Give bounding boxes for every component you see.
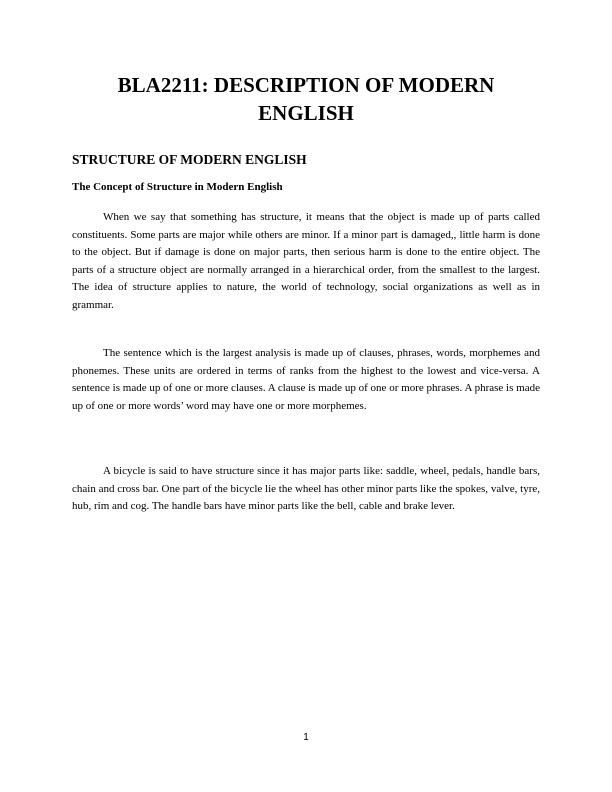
- document-title: BLA2211: DESCRIPTION OF MODERN ENGLISH: [117, 73, 495, 125]
- paragraph-bicycle-example: A bicycle is said to have structure since it has major parts like: saddle, wheel, pedals, handle bars, chain and cross bar. One part of the bicycle lie the wheel has other minor parts like the spokes, valve, tyre, hub, rim and cog. The handle bars have minor parts like the bell, cable and brake lever.: [72, 465, 540, 513]
- section-heading: STRUCTURE OF MODERN ENGLISH: [72, 152, 307, 167]
- sub-heading: The Concept of Structure in Modern English: [72, 181, 283, 193]
- page-number: 1: [303, 732, 309, 743]
- paragraph-structure-definition: When we say that something has structure, it means that the object is made up of parts called constituents. Some parts are major while others are minor. If a minor part is damaged,, little harm is done to the object. But if damage is done on major parts, then serious harm is done to the entire object. The parts of a structure object are normally arranged in a hierarchical order, from the smallest to the largest. The idea of structure applies to nature, the world of technology, social organizations as well as in grammar.: [72, 211, 540, 311]
- paragraph-sentence-ranks: The sentence which is the largest analysis is made up of clauses, phrases, words, morphemes and phonemes. These units are ordered in terms of ranks from the highest to the lowest and vice-versa. A sentence is made up of one or more clauses. A clause is made up of one or more phrases. A phrase is made up of one or more words’ word may have one or more morphemes.: [72, 347, 540, 412]
